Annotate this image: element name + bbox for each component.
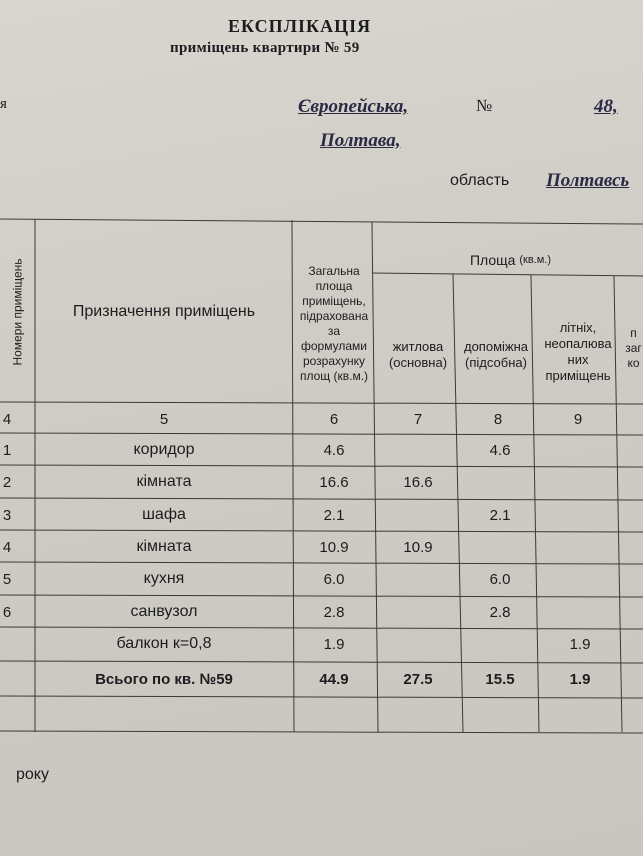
row-purpose: шафа	[142, 506, 186, 523]
row-living-area	[378, 499, 458, 531]
total-summer-sum: 1.9	[569, 671, 591, 688]
row-auxiliary-area	[460, 531, 540, 563]
row-purpose: кімната	[136, 538, 192, 555]
row-purpose: балкон к=0,8	[116, 635, 212, 652]
row-living-area	[378, 563, 458, 595]
column-number: 8	[493, 410, 503, 428]
row-living-area	[378, 628, 458, 660]
row-number: 5	[2, 570, 12, 588]
row-summer-area	[540, 596, 620, 628]
column-number: 5	[159, 410, 169, 428]
row-total-area: 2.1	[323, 506, 345, 524]
row-auxiliary-area	[460, 466, 540, 498]
row-total-area: 16.6	[319, 473, 349, 491]
street-name: Європейська,	[298, 96, 409, 117]
header-next-partial: п заг ко	[625, 325, 642, 370]
row-living-area	[378, 596, 458, 628]
row-number: 3	[2, 506, 12, 524]
column-number: 4	[2, 410, 12, 428]
header-auxiliary: допоміжна (підсобна)	[463, 339, 529, 370]
row-living-area: 10.9	[403, 538, 433, 556]
page-title: ЕКСПЛІКАЦІЯ	[228, 16, 372, 36]
row-purpose: кухня	[143, 570, 185, 587]
column-number: 6	[329, 410, 339, 428]
row-living-area: 16.6	[403, 473, 433, 491]
year-label: року	[16, 766, 49, 783]
house-number: 48,	[594, 96, 618, 117]
row-total-area: 6.0	[323, 570, 345, 588]
number-label: №	[476, 96, 493, 115]
row-auxiliary-area: 2.1	[489, 506, 511, 524]
row-auxiliary-area	[460, 628, 540, 660]
row-purpose: санвузол	[130, 603, 198, 620]
row-auxiliary-area: 6.0	[489, 570, 511, 588]
row-summer-area	[540, 499, 620, 531]
header-room-numbers: Номери приміщень	[10, 258, 25, 366]
header-purpose: Призначення приміщень	[72, 303, 256, 320]
total-living-sum: 27.5	[403, 671, 433, 688]
oblast-label: область	[450, 172, 510, 189]
row-living-area	[378, 434, 458, 466]
row-summer-area	[540, 563, 620, 595]
row-number: 1	[2, 441, 12, 459]
row-summer-area	[540, 466, 620, 498]
header-summer: літніх, неопалюва них приміщень	[544, 320, 612, 383]
row-auxiliary-area: 2.8	[489, 603, 511, 621]
column-number: 9	[573, 410, 583, 428]
row-number: 4	[2, 538, 12, 556]
row-number: 2	[2, 473, 12, 491]
header-area-group: Площа (кв.м.)	[469, 252, 552, 268]
total-area-sum: 44.9	[319, 671, 349, 688]
row-number	[0, 628, 14, 660]
row-total-area: 2.8	[323, 603, 345, 621]
row-summer-area	[540, 434, 620, 466]
row-summer-area	[540, 531, 620, 563]
row-number: 6	[2, 603, 12, 621]
row-summer-area: 1.9	[569, 635, 591, 653]
row-purpose: кімната	[136, 473, 192, 490]
row-auxiliary-area: 4.6	[489, 441, 511, 459]
page-subtitle: приміщень квартири № 59	[170, 40, 360, 56]
row-total-area: 1.9	[323, 635, 345, 653]
row-total-area: 4.6	[323, 441, 345, 459]
city-name: Полтава,	[320, 130, 401, 151]
row-purpose: коридор	[133, 441, 195, 458]
oblast-value: Полтавсь	[546, 170, 630, 191]
row-total-area: 10.9	[319, 538, 349, 556]
left-edge-text: я	[0, 96, 7, 112]
total-label: Всього по кв. №59	[95, 671, 233, 688]
column-number: 7	[413, 410, 423, 428]
total-auxiliary-sum: 15.5	[485, 671, 515, 688]
header-total-area: Загальна площа приміщень, підрахована за формулами розрахунку площ (кв.м.)	[299, 264, 369, 383]
header-living: житлова (основна)	[388, 339, 448, 370]
